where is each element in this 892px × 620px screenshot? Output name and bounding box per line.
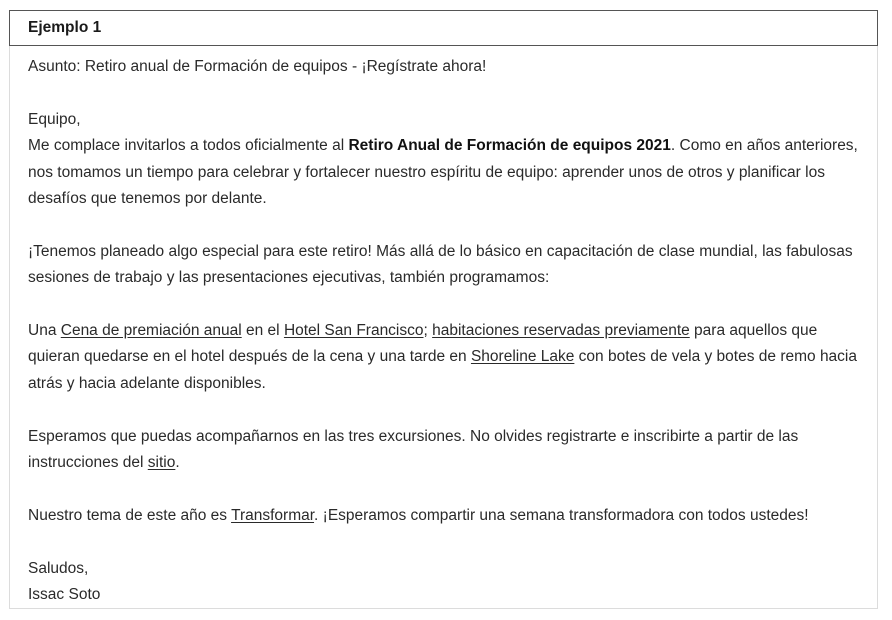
email-greeting: Equipo,	[28, 110, 81, 128]
example-title: Ejemplo 1	[28, 19, 102, 36]
example-box	[9, 10, 878, 609]
email-closing: Saludos,	[28, 559, 89, 577]
email-subject: Asunto: Retiro anual de Formación de equipos - ¡Regístrate ahora!	[28, 58, 487, 75]
email-body	[28, 54, 864, 608]
shoreline-lake-link[interactable]: Shoreline Lake	[470, 348, 575, 366]
p3-text-2: en el	[241, 322, 284, 340]
reserved-rooms-link[interactable]: habitaciones reservadas previamente	[432, 322, 690, 340]
p4-text-after: .	[175, 454, 180, 472]
p3-text-5: con botes de vela y botes de remo hacia atrás y hacia adelante disponibles.	[28, 348, 857, 392]
email-signature: Issac Soto	[28, 586, 101, 604]
email-paragraph-3	[28, 318, 864, 397]
email-paragraph-1	[28, 133, 864, 212]
p3-text-1: Una	[28, 322, 61, 340]
email-paragraph-5	[28, 503, 864, 529]
hotel-link[interactable]: Hotel San Francisco	[283, 322, 424, 340]
example-header	[9, 10, 878, 46]
p3-text-3: ;	[423, 322, 433, 340]
site-link[interactable]: sitio	[147, 454, 176, 472]
p3-text-4: para aquellos que quieran quedarse en el hotel después de la cena y una tarde en	[28, 322, 818, 366]
p4-text-before: Esperamos que puedas acompañarnos en las tres excursiones. No olvides registrarte e inscribirte a partir de las instrucciones del	[28, 427, 799, 472]
email-paragraph-4	[28, 424, 864, 477]
p5-text-after: . ¡Esperamos compartir una semana transformadora con todos ustedes!	[314, 506, 809, 524]
transformar-link[interactable]: Transformar	[231, 506, 315, 524]
email-paragraph-2: ¡Tenemos planeado algo especial para este retiro! Más allá de lo básico en capacitación de clase mundial, las fabulosas sesiones de trabajo y las presentaciones ejecutivas, también programamos:	[28, 242, 853, 287]
p5-text-before: Nuestro tema de este año es	[28, 506, 232, 524]
awards-dinner-link[interactable]: Cena de premiación anual	[60, 322, 242, 340]
retreat-name: Retiro Anual de Formación de equipos 2021	[348, 137, 671, 155]
p1-text-before: Me complace invitarlos a todos oficialmente al	[28, 137, 349, 155]
p1-text-after: . Como en años anteriores, nos tomamos un tiempo para celebrar y fortalecer nuestro espíritu de equipo: aprender unos de otros y planificar los desafíos que tenemos por delante.	[28, 137, 858, 208]
